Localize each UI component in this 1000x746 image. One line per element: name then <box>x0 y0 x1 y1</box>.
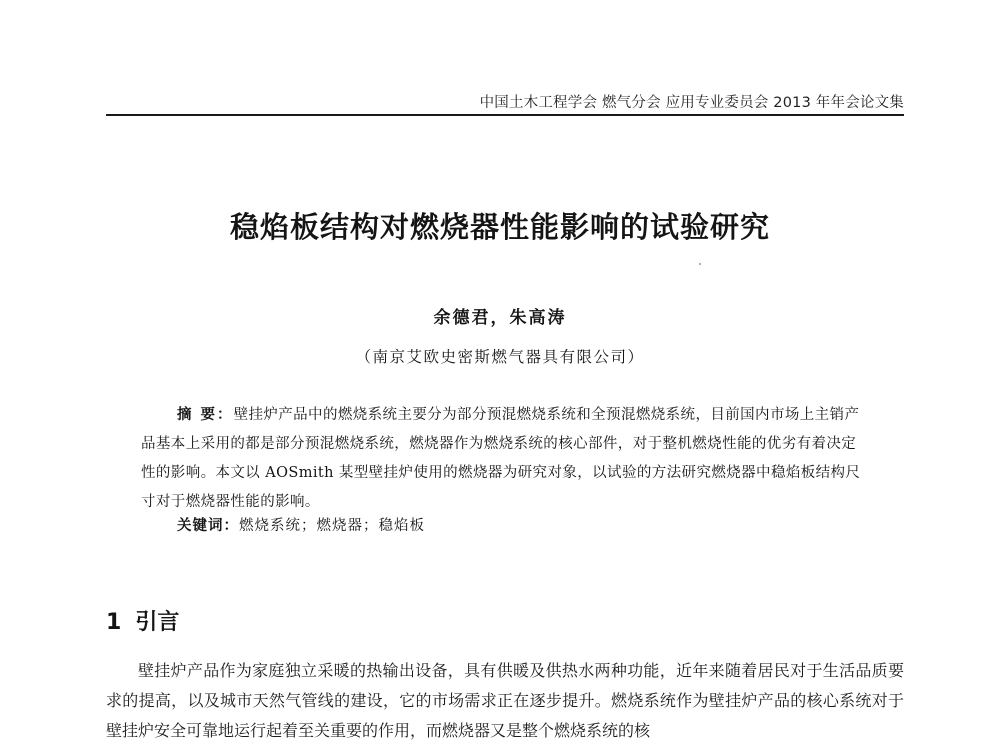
scan-speck <box>699 263 701 265</box>
abstract <box>141 401 861 517</box>
body-paragraph: 壁挂炉产品作为家庭独立采暖的热输出设备，具有供暖及供热水两种功能，近年来随着居民对于生活品质要求的提高，以及城市天然气管线的建设，它的市场需求正在逐步提升。燃烧系统作为壁挂炉产品的核心系统对于壁挂炉安全可靠地运行起着至关重要的作用，而燃烧器又是整个燃烧系统的核 <box>106 661 904 740</box>
keywords-label: 关键词： <box>177 518 239 534</box>
keywords-text: 燃烧系统；燃烧器；稳焰板 <box>239 518 425 534</box>
author-list: 余德君，朱高涛 <box>433 308 567 328</box>
running-header: 中国土木工程学会 燃气分会 应用专业委员会 2013 年年会论文集 <box>479 95 904 111</box>
section-heading <box>106 605 179 636</box>
paper-title: 稳焰板结构对燃烧器性能影响的试验研究 <box>229 210 770 244</box>
affiliation: （南京艾欧史密斯燃气器具有限公司） <box>355 348 645 366</box>
keywords <box>177 514 861 535</box>
section-title: 引言 <box>135 610 180 635</box>
section-number: 1 <box>106 610 122 635</box>
abstract-label: 摘 要： <box>177 407 234 423</box>
abstract-text: 壁挂炉产品中的燃烧系统主要分为部分预混燃烧系统和全预混燃烧系统，目前国内市场上主销产品基本上采用的都是部分预混燃烧系统，燃烧器作为燃烧系统的核心部件，对于整机燃烧性能的优劣有着决定性的影响。本文以 AOSmith 某型壁挂炉使用的燃烧器为研究对象，以试验的方法研究燃烧器中稳焰板结构尺寸对于燃烧器性能的影响。 <box>141 407 861 510</box>
header-rule <box>106 114 904 116</box>
